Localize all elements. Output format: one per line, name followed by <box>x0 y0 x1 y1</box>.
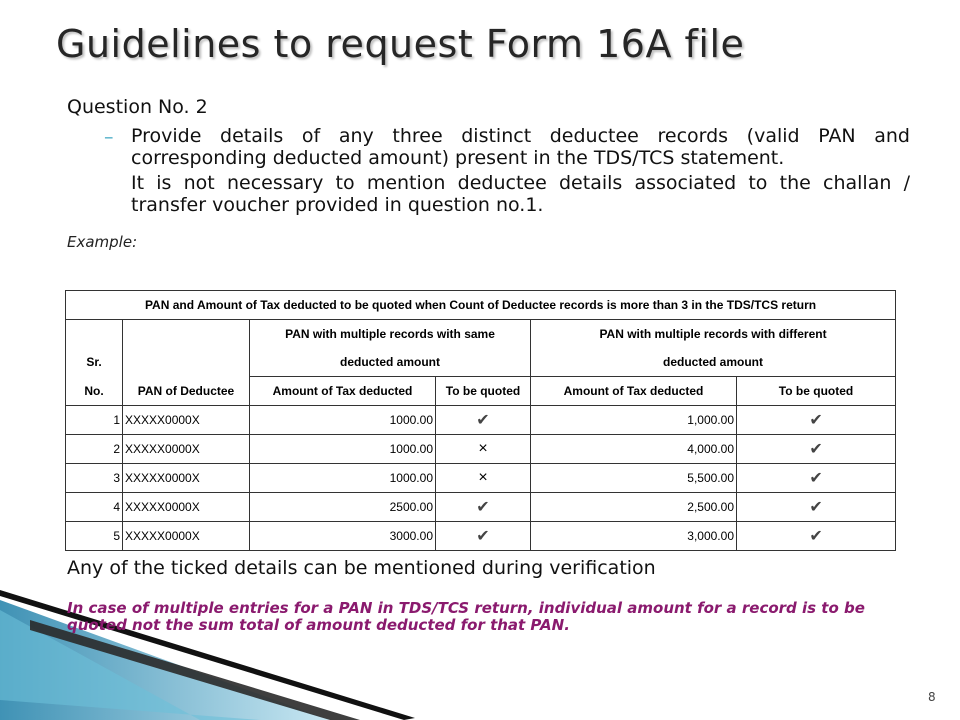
pan-amount-table <box>65 290 896 551</box>
group-diff-header-line2: deducted amount <box>531 348 896 377</box>
table-row <box>66 493 896 522</box>
group-same-header-line1: PAN with multiple records with same <box>250 320 531 349</box>
row-amount-same: 3000.00 <box>250 522 436 551</box>
row-pan: XXXXX0000X <box>123 493 250 522</box>
table-row <box>66 464 896 493</box>
pan-note: In case of multiple entries for a PAN in TDS/TCS return, individual amount for a record is to be quoted not the sum total of amount deducted for that PAN. <box>67 599 865 634</box>
bullet-dash: – <box>104 126 114 148</box>
table-row <box>66 522 896 551</box>
sr-header-line2: No. <box>66 377 123 406</box>
pan-header-blank-top <box>123 320 250 349</box>
row-amount-diff: 5,500.00 <box>531 464 737 493</box>
row-sr: 5 <box>66 522 123 551</box>
instruction-paragraph-2: It is not necessary to mention deductee details associated to the challan / transfer voucher provided in question no.1. <box>131 172 910 216</box>
row-pan: XXXXX0000X <box>123 406 250 435</box>
table-row <box>66 406 896 435</box>
group-diff-header-line1: PAN with multiple records with different <box>531 320 896 349</box>
table-row <box>66 435 896 464</box>
row-amount-diff: 3,000.00 <box>531 522 737 551</box>
quoted-diff-header: To be quoted <box>737 377 896 406</box>
row-amount-diff: 2,500.00 <box>531 493 737 522</box>
check-icon: ✔ <box>436 493 531 522</box>
group-same-header-line2: deducted amount <box>250 348 531 377</box>
check-icon: ✔ <box>737 493 896 522</box>
row-pan: XXXXX0000X <box>123 522 250 551</box>
row-sr: 3 <box>66 464 123 493</box>
pan-header: PAN of Deductee <box>123 377 250 406</box>
row-amount-same: 2500.00 <box>250 493 436 522</box>
row-pan: XXXXX0000X <box>123 464 250 493</box>
row-sr: 1 <box>66 406 123 435</box>
table-caption: PAN and Amount of Tax deducted to be quoted when Count of Deductee records is more than 3 in the TDS/TCS return <box>66 291 896 320</box>
quoted-same-header: To be quoted <box>436 377 531 406</box>
sr-header-line1: Sr. <box>66 348 123 377</box>
check-icon: ✔ <box>737 406 896 435</box>
conclusion-text: Any of the ticked details can be mentioned during verification <box>67 557 656 579</box>
check-icon: ✔ <box>436 522 531 551</box>
example-label: Example: <box>67 233 138 251</box>
slide-title: Guidelines to request Form 16A file <box>56 22 745 66</box>
amount-diff-header: Amount of Tax deducted <box>531 377 737 406</box>
row-amount-same: 1000.00 <box>250 464 436 493</box>
check-icon: ✔ <box>436 406 531 435</box>
row-amount-same: 1000.00 <box>250 406 436 435</box>
cross-icon: × <box>436 435 531 464</box>
check-icon: ✔ <box>737 435 896 464</box>
instruction-paragraph-1: Provide details of any three distinct deductee records (valid PAN and corresponding deducted amount) present in the TDS/TCS statement. <box>131 125 910 169</box>
question-heading: Question No. 2 <box>67 96 208 118</box>
sr-header-blank-top <box>66 320 123 349</box>
check-icon: ✔ <box>737 522 896 551</box>
cross-icon: × <box>436 464 531 493</box>
row-sr: 2 <box>66 435 123 464</box>
row-sr: 4 <box>66 493 123 522</box>
page-number: 8 <box>928 690 936 704</box>
row-pan: XXXXX0000X <box>123 435 250 464</box>
check-icon: ✔ <box>737 464 896 493</box>
amount-same-header: Amount of Tax deducted <box>250 377 436 406</box>
row-amount-diff: 4,000.00 <box>531 435 737 464</box>
row-amount-same: 1000.00 <box>250 435 436 464</box>
pan-header-blank-mid <box>123 348 250 377</box>
row-amount-diff: 1,000.00 <box>531 406 737 435</box>
